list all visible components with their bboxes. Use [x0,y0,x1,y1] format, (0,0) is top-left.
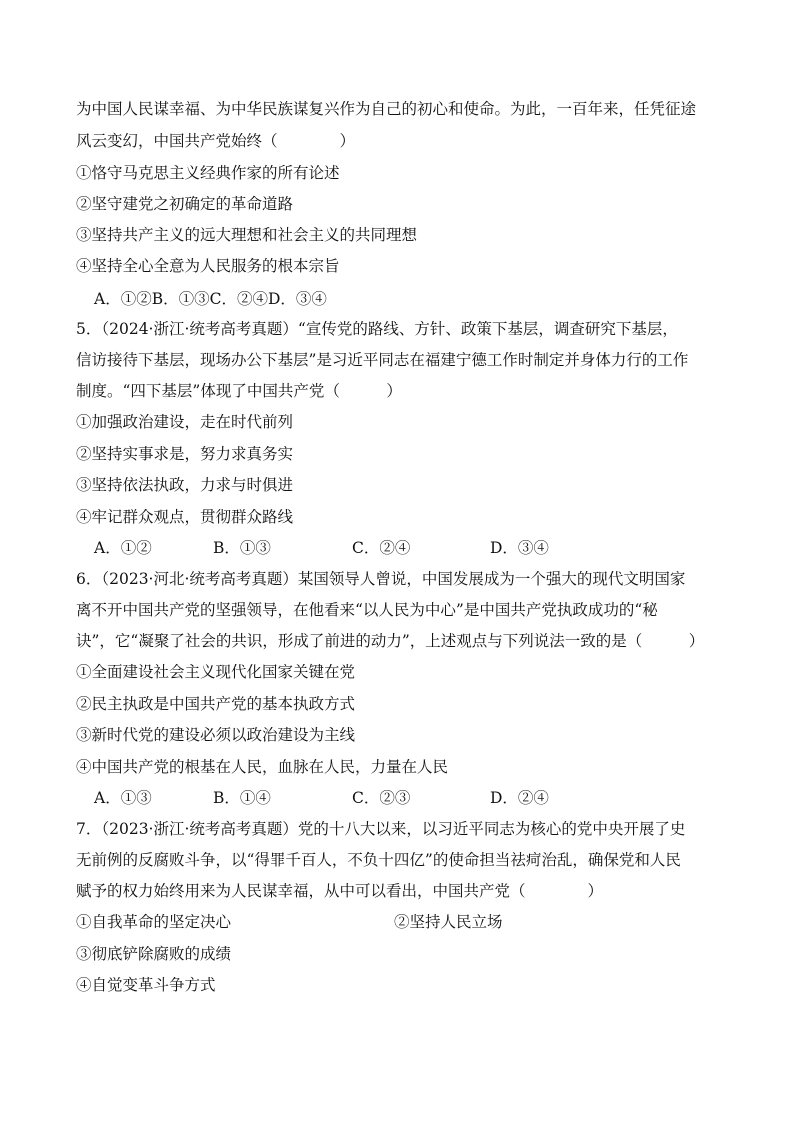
option-c: C．②④ [352,539,411,557]
option-b: B．①④ [213,789,271,807]
question-5-stem: 信访接待下基层，现场办公下基层”是习近平同志在福建宁德工作时制定并身体力行的工作 [76,351,689,369]
statement-item: ④牢记群众观点，贯彻群众路线 [76,508,294,526]
question-7-stem: 无前例的反腐败斗争，以“得罪千百人，不负十四亿”的使命担当祛疴治乱，确保党和人民 [76,851,681,869]
statement-item: ②坚持人民立场 [394,913,503,931]
statement-item: ④坚持全心全意为人民服务的根本宗旨 [76,257,340,275]
option-b: B．①③ [213,539,271,557]
statement-item: ②坚守建党之初确定的革命道路 [76,195,294,213]
statement-item: ③新时代党的建设必须以政治建设为主线 [76,726,356,744]
question-7-stem: 赋予的权力始终用来为人民谋幸福，从中可以看出，中国共产党（ ） [76,882,604,900]
question-5-stem: 5．（2024·浙江·统考高考真题）“宣传党的路线、方针、政策下基层，调查研究下基层， [76,320,678,338]
statement-item: ②坚持实事求是，努力求真务实 [76,445,294,463]
question-6-stem: 6．（2023·河北·统考高考真题）某国领导人曾说，中国发展成为一个强大的现代文明国家 [76,570,686,588]
answer-options: A．①②B．①③C．②④D．③④ [94,290,327,308]
option-d: D．③④ [490,539,549,557]
question-stem-line: 风云变幻，中国共产党始终（ ） [76,132,356,150]
question-stem-line: 为中国人民谋幸福、为中华民族谋复兴作为自己的初心和使命。为此，一百年来，任凭征途 [76,100,697,118]
statement-item: ①恪守马克思主义经典作家的所有论述 [76,164,340,182]
statement-item: ④自觉变革斗争方式 [76,976,216,994]
statement-item: ①加强政治建设，走在时代前列 [76,413,294,431]
statement-item: ①全面建设社会主义现代化国家关键在党 [76,663,356,681]
question-5-stem: 制度。“四下基层”体现了中国共产党（ ） [76,382,402,400]
option-c: C．②③ [352,789,411,807]
question-6-stem: 离不开中国共产党的坚强领导，在他看来“以人民为中心”是中国共产党执政成功的“秘 [76,601,658,619]
statement-item: ③坚持共产主义的远大理想和社会主义的共同理想 [76,226,418,244]
option-a: A．①③ [94,789,152,807]
statement-item: ③坚持依法执政，力求与时俱进 [76,476,294,494]
statement-item: ②民主执政是中国共产党的基本执政方式 [76,695,356,713]
statement-item: ①自我革命的坚定决心 [76,913,232,931]
statement-item: ③彻底铲除腐败的成绩 [76,945,232,963]
question-6-stem: 诀”，它“凝聚了社会的共识，形成了前进的动力”，上述观点与下列说法一致的是（ ） [76,632,705,650]
option-a: A．①② [94,539,152,557]
question-7-stem: 7．（2023·浙江·统考高考真题）党的十八大以来，以习近平同志为核心的党中央开展了史 [76,820,686,838]
option-d: D．②④ [490,789,549,807]
statement-item: ④中国共产党的根基在人民，血脉在人民，力量在人民 [76,758,449,776]
